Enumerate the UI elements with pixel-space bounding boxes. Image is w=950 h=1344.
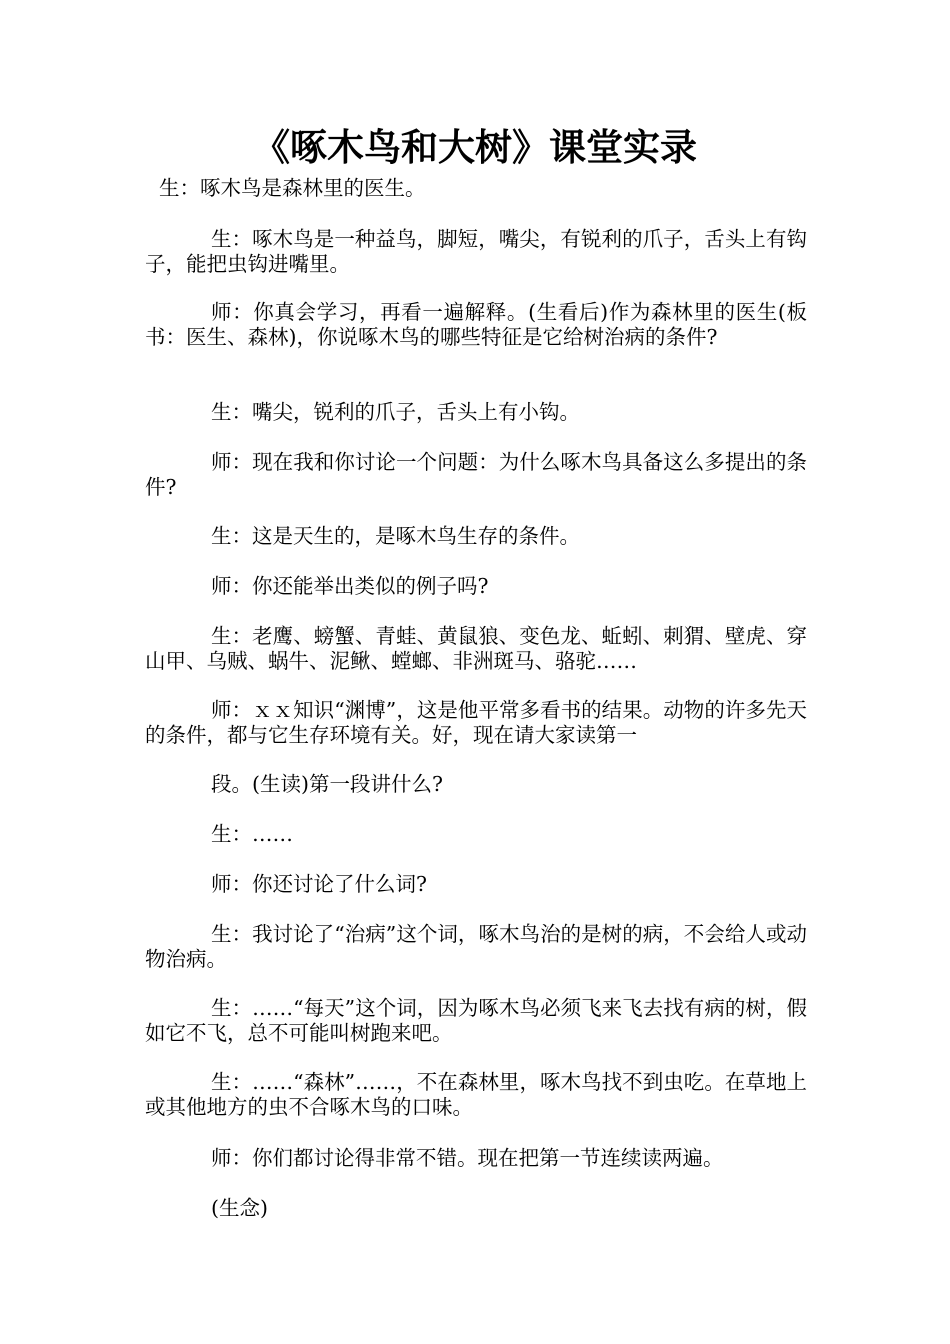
paragraph: 师：你还讨论了什么词? bbox=[211, 872, 427, 896]
paragraph: 师：你们都讨论得非常不错。现在把第一节连续读两遍。 bbox=[211, 1146, 724, 1170]
paragraph: 师：你还能举出类似的例子吗? bbox=[211, 574, 489, 598]
paragraph: 生：嘴尖，锐利的爪子，舌头上有小钩。 bbox=[211, 400, 580, 424]
paragraph: 生：……“森林”……，不在森林里，啄木鸟找不到虫吃。在草地上或其他地方的虫不合啄木鸟的口味。 bbox=[145, 1070, 807, 1119]
paragraph: 生：我讨论了“治病”这个词，啄木鸟治的是树的病，不会给人或动物治病。 bbox=[145, 922, 807, 971]
paragraph: 生：啄木鸟是一种益鸟，脚短，嘴尖，有锐利的爪子，舌头上有钩子，能把虫钩进嘴里。 bbox=[145, 227, 807, 276]
paragraph: 师：ｘｘ知识“渊博”，这是他平常多看书的结果。动物的许多先天的条件，都与它生存环境有关。好，现在请大家读第一 bbox=[145, 698, 807, 747]
paragraph: 生：老鹰、螃蟹、青蛙、黄鼠狼、变色龙、蚯蚓、刺猬、壁虎、穿山甲、乌贼、蜗牛、泥鳅、螳螂、非洲斑马、骆驼…… bbox=[145, 624, 807, 673]
paragraph: 段。(生读)第一段讲什么? bbox=[211, 772, 443, 796]
paragraph: 师：你真会学习，再看一遍解释。(生看后)作为森林里的医生(板书：医生、森林)，你说啄木鸟的哪些特征是它给树治病的条件? bbox=[145, 300, 807, 349]
paragraph: 师：现在我和你讨论一个问题：为什么啄木鸟具备这么多提出的条件? bbox=[145, 450, 807, 499]
paragraph: 生：…… bbox=[211, 822, 293, 846]
document-title: 《啄木鸟和大树》课堂实录 bbox=[253, 126, 697, 169]
paragraph: (生念) bbox=[211, 1196, 268, 1220]
paragraph: 生：这是天生的，是啄木鸟生存的条件。 bbox=[211, 524, 580, 548]
paragraph: 生：……“每天”这个词，因为啄木鸟必须飞来飞去找有病的树，假如它不飞，总不可能叫树跑来吧。 bbox=[145, 996, 807, 1045]
paragraph: 生：啄木鸟是森林里的医生。 bbox=[159, 176, 426, 200]
